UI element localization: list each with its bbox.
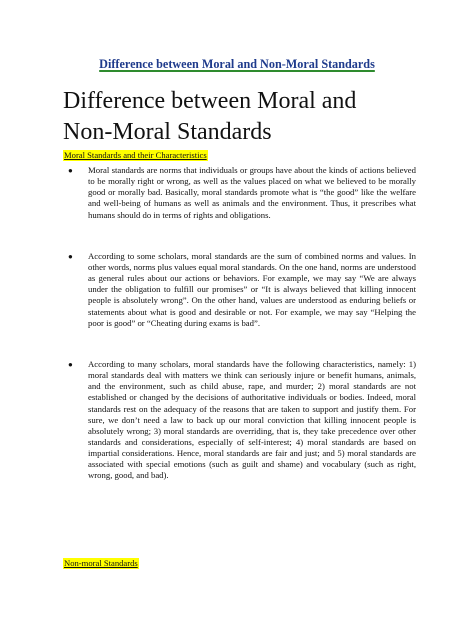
list-item (63, 251, 416, 329)
list-item (63, 359, 416, 482)
bullet-icon: ● (68, 251, 73, 261)
bullet-list (63, 165, 416, 482)
top-heading (0, 57, 474, 72)
bullet-text: Moral standards are norms that individuals or groups have about the kinds of actions believed to be morally right or wrong, as well as the values placed on what we believed to be morally good or morally bad. Basically, moral standards promote what is “the good” like the welfare and well-being of humans as well as animals and the environment. Thus, it prescribes what humans should do in terms of rights and obligations. (88, 165, 416, 220)
section-heading-moral-standards: Moral Standards and their Characteristics (64, 150, 207, 160)
bullet-text: According to many scholars, moral standards have the following characteristics, namely: 1) moral standards deal with matters we think can seriously injure or benefit humans, animals, and the environment, such as child abuse, rape, and murder; 2) moral standards are not established or changed by the decisions of authoritative individuals or bodies. Indeed, moral standards rest on the adequacy of the reasons that are taken to support and justify them. For sure, we don’t need a law to back up our moral conviction that killing innocent people is absolutely wrong; 3) moral standards are overriding, that is, they take precedence over other standards and considerations, especially of self-interest; 4) moral standards are based on impartial considerations. Hence, moral standards are fair and just; and 5) moral standards are associated with special emotions (such as guilt and shame) and vocabulary (such as right, wrong, good, and bad). (88, 358, 416, 481)
section-heading-non-moral-standards: Non-moral Standards (64, 558, 138, 568)
title-line-2: Non-Moral Standards (63, 119, 272, 145)
bullet-icon: ● (68, 359, 73, 369)
title-line-1: Difference between Moral and (63, 88, 357, 114)
list-item (63, 165, 416, 221)
bullet-icon: ● (68, 166, 73, 175)
bullet-text: According to some scholars, moral standards are the sum of combined norms and values. In other words, norms plus values equal moral standards. On the one hand, norms are understood as general rules about our actions or behaviors. For example, we may say “We are always under the obligation to fulfill our promises” or “It is always believed that killing innocent people is absolutely wrong”. On the other hand, values are understood as enduring beliefs or statements about what is good and desirable or not. For example, we may say “Helping the poor is good” or “Cheating during exams is bad”. (88, 250, 416, 328)
top-heading-text: Difference between Moral and Non-Moral Standards (99, 57, 375, 71)
document-title (63, 86, 453, 148)
